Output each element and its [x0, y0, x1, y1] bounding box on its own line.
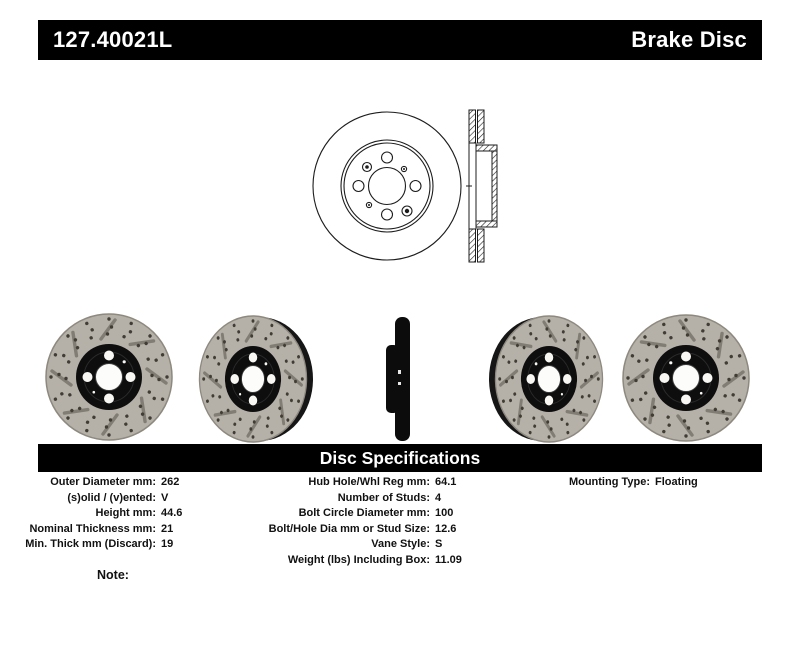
spec-value: S [435, 538, 443, 551]
spec-row [252, 506, 462, 522]
spec-section-title: Disc Specifications [319, 447, 481, 468]
spec-value: Floating [655, 476, 698, 488]
spec-label: Number of Studs: [337, 491, 430, 504]
spec-row [252, 475, 462, 491]
spec-column-right [518, 475, 698, 491]
spec-value: 19 [161, 538, 174, 551]
rotor-photo-angle-right [489, 316, 603, 442]
spec-label: Outer Diameter mm: [50, 476, 156, 488]
spec-value: 12.6 [435, 522, 457, 535]
spec-row [16, 537, 182, 553]
spec-column-middle [252, 475, 462, 569]
spec-row [16, 491, 182, 507]
spec-value: V [161, 491, 169, 504]
spec-value: 44.6 [161, 507, 183, 520]
spec-value: 4 [435, 491, 442, 504]
spec-value: 64.1 [435, 476, 457, 488]
spec-section-bar [38, 444, 762, 472]
spec-label: Bolt Circle Diameter mm: [298, 507, 430, 520]
rotor-cross-section-drawing [466, 110, 497, 262]
spec-label: Weight (lbs) Including Box: [287, 553, 430, 566]
spec-label: Min. Thick mm (Discard): [25, 538, 156, 551]
product-type: Brake Disc [631, 27, 747, 52]
spec-row [518, 475, 698, 491]
spec-value: 21 [161, 522, 174, 535]
rotor-photo-front-right [623, 315, 749, 441]
spec-column-left [16, 475, 182, 553]
spec-row [252, 491, 462, 507]
spec-row [16, 506, 182, 522]
spec-label: Bolt/Hole Dia mm or Stud Size: [268, 522, 430, 535]
rotor-photo-angle-left [199, 316, 313, 442]
rotor-photo-edge [386, 317, 410, 441]
part-number: 127.40021L [53, 27, 173, 52]
spec-label: Hub Hole/Whl Reg mm: [308, 476, 430, 488]
spec-value: 100 [435, 507, 454, 520]
spec-label: Height mm: [95, 507, 156, 520]
spec-row [16, 475, 182, 491]
note-label: Note: [97, 568, 129, 582]
rotor-photo-front-left [46, 314, 172, 440]
spec-value: 262 [161, 476, 180, 488]
brake-disc-line-drawing [290, 100, 510, 272]
spec-row [252, 553, 462, 569]
spec-value: 11.09 [435, 553, 462, 566]
spec-row [252, 537, 462, 553]
spec-label: Mounting Type: [568, 476, 650, 488]
rotor-photo-row [30, 308, 770, 448]
header-bar [38, 20, 762, 60]
spec-row [252, 522, 462, 538]
spec-label: Nominal Thickness mm: [29, 522, 156, 535]
spec-label: (s)olid / (v)ented: [67, 491, 156, 504]
spec-label: Vane Style: [371, 538, 430, 551]
spec-row [16, 522, 182, 538]
rotor-front-view-drawing [313, 112, 461, 260]
